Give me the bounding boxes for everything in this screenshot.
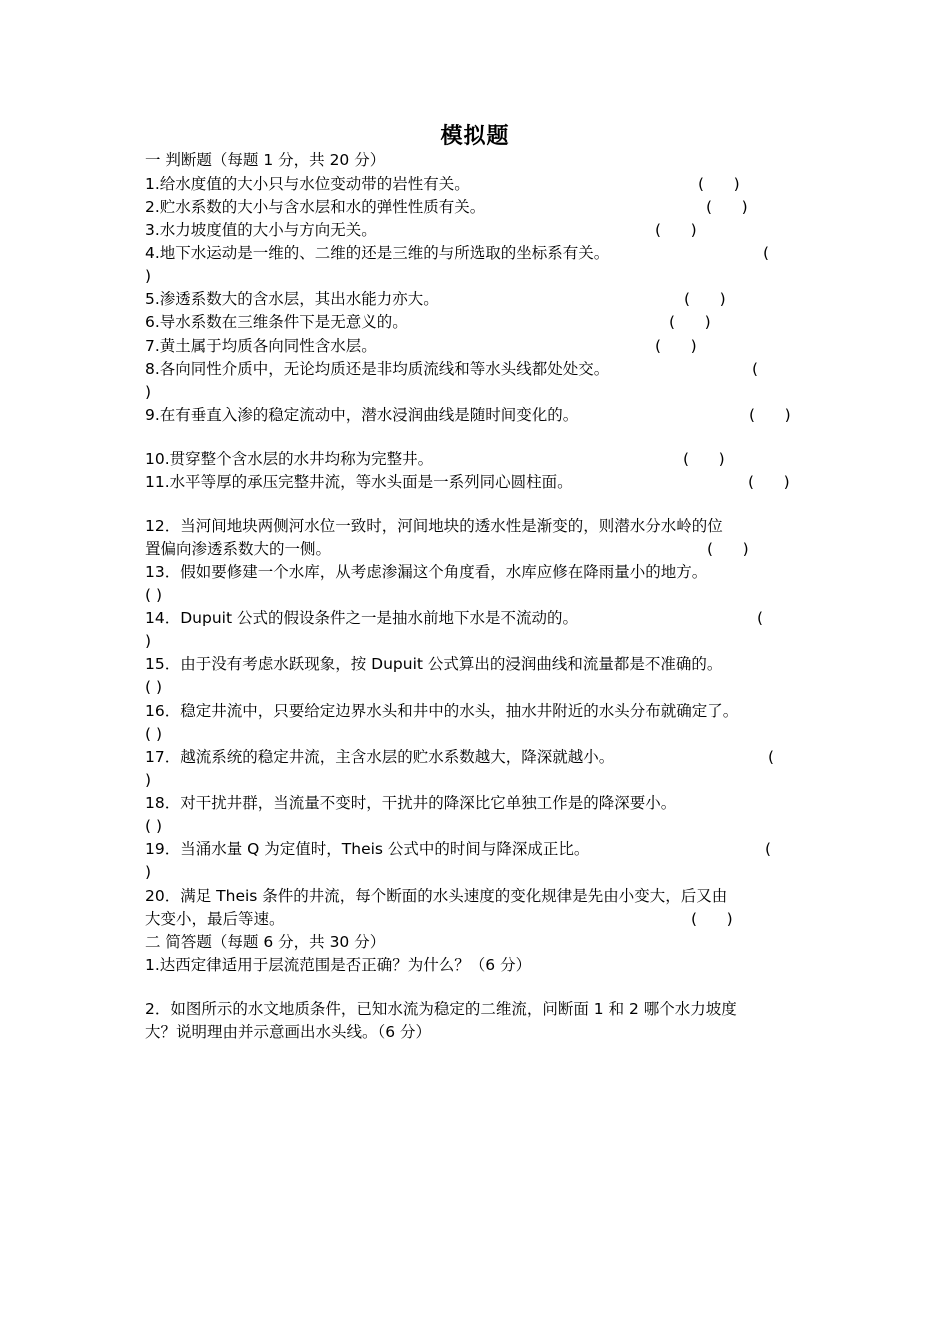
answer-blank-18: ( ) bbox=[145, 817, 163, 835]
answer-blank-3: ( ) bbox=[655, 221, 697, 239]
answer-blank-4-close: ) bbox=[145, 267, 152, 285]
question-1: 1.给水度值的大小只与水位变动带的岩性有关。 bbox=[145, 175, 470, 193]
question-5: 5.渗透系数大的含水层，其出水能力亦大。 bbox=[145, 290, 439, 308]
question-13: 13．假如要修建一个水库，从考虑渗漏这个角度看，水库应修在降雨量小的地方。 bbox=[145, 563, 708, 581]
short-answer-1: 1.达西定律适用于层流范围是否正确？为什么？（6 分） bbox=[145, 956, 532, 974]
answer-blank-8-close: ) bbox=[145, 383, 152, 401]
question-18: 18．对干扰井群，当流量不变时，干扰井的降深比它单独工作是的降深要小。 bbox=[145, 794, 677, 812]
question-20: 20．满足 Theis 条件的井流，每个断面的水头速度的变化规律是先由小变大，后又由 bbox=[145, 887, 728, 905]
answer-blank-2: ( ) bbox=[706, 198, 748, 216]
question-17: 17．越流系统的稳定井流，主含水层的贮水系数越大，降深就越小。 bbox=[145, 748, 615, 766]
page-title: 模拟题 bbox=[440, 124, 510, 149]
answer-blank-15: ( ) bbox=[145, 678, 163, 696]
answer-blank-19-close: ) bbox=[145, 863, 152, 881]
question-14: 14．Dupuit 公式的假设条件之一是抽水前地下水是不流动的。 bbox=[145, 609, 578, 627]
answer-blank-11: ( ) bbox=[748, 473, 790, 491]
question-2: 2.贮水系数的大小与含水层和水的弹性性质有关。 bbox=[145, 198, 486, 216]
answer-blank-9: ( ) bbox=[749, 406, 791, 424]
answer-blank-4: ( bbox=[763, 244, 770, 262]
answer-blank-1: ( ) bbox=[698, 175, 740, 193]
answer-blank-14-close: ) bbox=[145, 632, 152, 650]
question-16: 16．稳定井流中，只要给定边界水头和井中的水头，抽水井附近的水头分布就确定了。 bbox=[145, 702, 739, 720]
answer-blank-16: ( ) bbox=[145, 725, 163, 743]
question-12-line2: 置偏向渗透系数大的一侧。 bbox=[145, 540, 332, 558]
answer-blank-17-close: ) bbox=[145, 771, 152, 789]
section-heading-judgment: 一 判断题（每题 1 分，共 20 分） bbox=[145, 151, 386, 169]
question-15: 15．由于没有考虑水跃现象，按 Dupuit 公式算出的浸润曲线和流量都是不准确的。 bbox=[145, 655, 723, 673]
short-answer-2: 2．如图所示的水文地质条件，已知水流为稳定的二维流，问断面 1 和 2 哪个水力坡度 bbox=[145, 1000, 737, 1018]
question-19: 19．当涌水量 Q 为定值时，Theis 公式中的时间与降深成正比。 bbox=[145, 840, 590, 858]
question-11: 11.水平等厚的承压完整井流，等水头面是一系列同心圆柱面。 bbox=[145, 473, 573, 491]
answer-blank-7: ( ) bbox=[655, 337, 697, 355]
answer-blank-17: ( bbox=[768, 748, 775, 766]
question-7: 7.黄土属于均质各向同性含水层。 bbox=[145, 337, 377, 355]
section-heading-short-answer: 二 简答题（每题 6 分，共 30 分） bbox=[145, 933, 386, 951]
answer-blank-5: ( ) bbox=[684, 290, 726, 308]
answer-blank-6: ( ) bbox=[669, 313, 711, 331]
question-12: 12．当河间地块两侧河水位一致时，河间地块的透水性是渐变的，则潜水分水岭的位 bbox=[145, 517, 723, 535]
question-4: 4.地下水运动是一维的、二维的还是三维的与所选取的坐标系有关。 bbox=[145, 244, 610, 262]
question-9: 9.在有垂直入渗的稳定流动中，潜水浸润曲线是随时间变化的。 bbox=[145, 406, 579, 424]
answer-blank-10: ( ) bbox=[683, 450, 725, 468]
question-6: 6.导水系数在三维条件下是无意义的。 bbox=[145, 313, 408, 331]
question-20-line2: 大变小，最后等速。 bbox=[145, 910, 285, 928]
answer-blank-8: ( bbox=[752, 360, 759, 378]
answer-blank-20: ( ) bbox=[691, 910, 733, 928]
answer-blank-12: ( ) bbox=[707, 540, 749, 558]
short-answer-2-line2: 大？说明理由并示意画出水头线。（6 分） bbox=[145, 1023, 432, 1041]
question-10: 10.贯穿整个含水层的水井均称为完整井。 bbox=[145, 450, 434, 468]
question-3: 3.水力坡度值的大小与方向无关。 bbox=[145, 221, 377, 239]
question-8: 8.各向同性介质中，无论均质还是非均质流线和等水头线都处处交。 bbox=[145, 360, 610, 378]
answer-blank-19: ( bbox=[765, 840, 772, 858]
answer-blank-13: ( ) bbox=[145, 586, 163, 604]
answer-blank-14: ( bbox=[757, 609, 764, 627]
